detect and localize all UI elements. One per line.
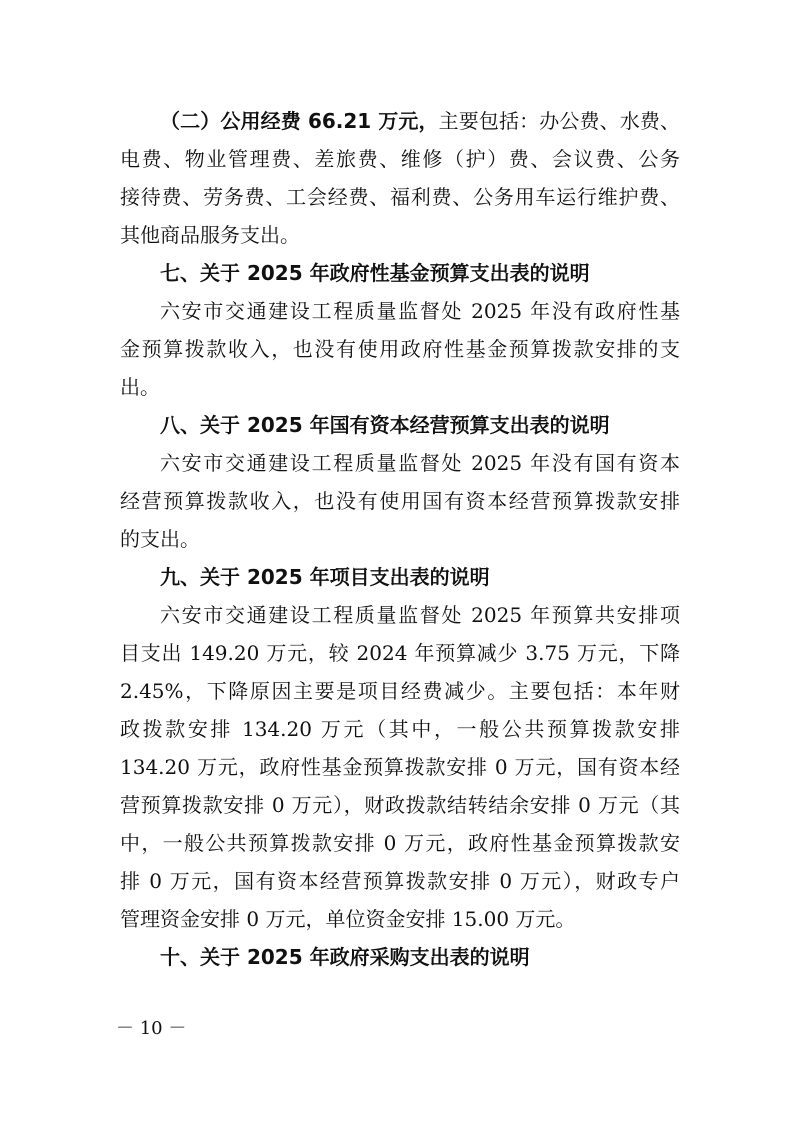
section-2-line-2: 电费、物业管理费、差旅费、维修（护）费、会议费、公务 bbox=[120, 147, 680, 171]
section-9-line-5: 134.20 万元，政府性基金预算拨款安排 0 万元，国有资本经 bbox=[120, 755, 680, 779]
section-2-line-3: 接待费、劳务费、工会经费、福利费、公务用车运行维护费、 bbox=[120, 185, 680, 209]
section-9-line-9: 管理资金安排 0 万元，单位资金安排 15.00 万元。 bbox=[120, 907, 576, 931]
section-7-line-3: 出。 bbox=[120, 375, 160, 399]
section-7-line-2: 金预算拨款收入，也没有使用政府性基金预算拨款安排的支 bbox=[120, 337, 680, 361]
section-7-heading: 七、关于 2025 年政府性基金预算支出表的说明 bbox=[160, 261, 590, 285]
section-2-line-1 bbox=[160, 101, 680, 141]
section-9-line-2: 目支出 149.20 万元，较 2024 年预算减少 3.75 万元，下降 bbox=[120, 641, 680, 665]
section-8-heading: 八、关于 2025 年国有资本经营预算支出表的说明 bbox=[160, 413, 610, 437]
section-10-heading: 十、关于 2025 年政府采购支出表的说明 bbox=[160, 945, 530, 969]
section-9-heading: 九、关于 2025 年项目支出表的说明 bbox=[160, 565, 490, 589]
public-funds-title: （二）公用经费 66.21 万元， bbox=[160, 109, 439, 133]
section-8-line-1: 六安市交通建设工程质量监督处 2025 年没有国有资本 bbox=[160, 451, 680, 475]
section-8-line-2: 经营预算拨款收入，也没有使用国有资本经营预算拨款安排 bbox=[120, 489, 680, 513]
section-2-line-4: 其他商品服务支出。 bbox=[120, 223, 300, 247]
public-funds-text: 主要包括：办公费、水费、 bbox=[438, 109, 681, 133]
section-9-line-6: 营预算拨款安排 0 万元），财政拨款结转结余安排 0 万元（其 bbox=[120, 793, 680, 817]
page-number: － 10 － bbox=[116, 1018, 187, 1039]
section-8-line-3: 的支出。 bbox=[120, 527, 200, 551]
section-7-line-1: 六安市交通建设工程质量监督处 2025 年没有政府性基 bbox=[160, 299, 680, 323]
section-9-line-1: 六安市交通建设工程质量监督处 2025 年预算共安排项 bbox=[160, 603, 680, 627]
section-9-line-8: 排 0 万元，国有资本经营预算拨款安排 0 万元），财政专户 bbox=[120, 869, 680, 893]
section-9-line-3: 2.45%，下降原因主要是项目经费减少。主要包括：本年财 bbox=[120, 679, 680, 703]
section-9-line-7: 中，一般公共预算拨款安排 0 万元，政府性基金预算拨款安 bbox=[120, 831, 680, 855]
section-9-line-4: 政拨款安排 134.20 万元（其中，一般公共预算拨款安排 bbox=[120, 717, 680, 741]
